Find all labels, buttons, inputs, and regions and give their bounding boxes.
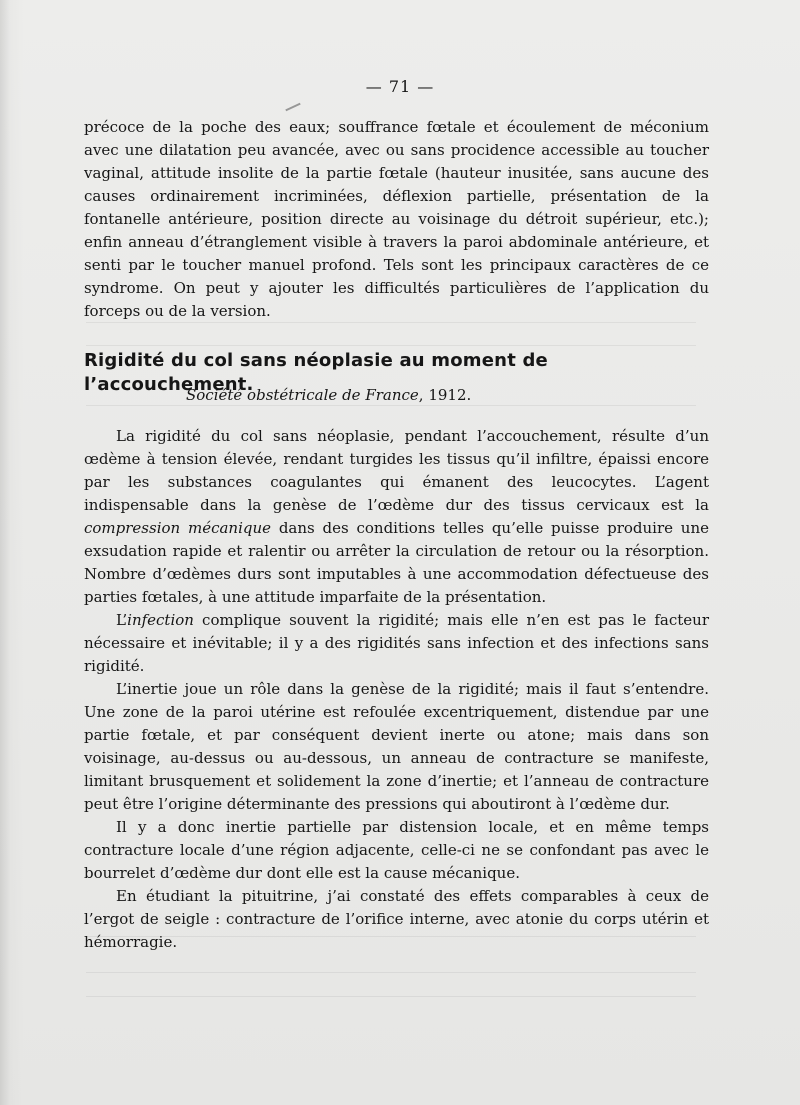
body-paragraph-4: Il y a donc inertie partielle par distension locale, et en même temps contracture locale d’une région adjacente, celle-ci ne se confondant pas avec le bourrelet d’œdème dur dont elle est la cause mécanique.	[84, 818, 709, 882]
infection-term: infection	[127, 611, 194, 629]
section-body	[84, 425, 710, 951]
show-through-line	[86, 345, 696, 346]
show-through-line	[86, 405, 696, 406]
section-heading: Rigidité du col sans néoplasie au moment de l’accouchement.	[84, 350, 548, 395]
intro-paragraph: précoce de la poche des eaux; souffrance fœtale et écoulement de méconium avec une dilatation peu avancée, avec ou sans procidence accessible au toucher vaginal, attitude insolite de la partie fœtale (hauteur inusitée, sans aucune des causes ordinairement incriminées, déflexion partielle, présentation de la fontanelle antérieure, position directe au voisinage du détroit supérieur, etc.); enfin anneau d’étranglement visible à travers la paroi abdominale antérieure, et senti par le toucher manuel profond. Tels sont les principaux caractères de ce syndrome. On peut y ajouter les difficultés particulières de l’application du forceps ou de la version.	[84, 118, 709, 320]
source-year: , 1912.	[418, 386, 472, 404]
body-paragraph-2-prefix: L’	[116, 611, 128, 629]
intro-paragraph-block	[84, 116, 709, 320]
body-paragraph-1-rest: dans des conditions telles qu’elle puisse produire une exsudation rapide et ralentir ou arrêter la circulation de retour ou la résorption. Nombre d’œdèmes durs sont imputables à une accommodation défectueuse des parties fœtales, à une attitude imparfaite de la présentation.	[84, 519, 710, 606]
body-paragraph-2-rest: complique souvent la rigidité; mais elle n’en est pas le facteur nécessaire et inévitable; il y a des rigidités sans infection et des infections sans rigidité.	[84, 611, 709, 675]
show-through-line	[86, 972, 696, 973]
scan-mark	[285, 103, 300, 112]
body-paragraph-5: En étudiant la pituitrine, j’ai constaté des effets comparables à ceux de l’ergot de seigle : contracture de l’orifice interne, avec atonie du corps utérin et hémorragie.	[84, 887, 709, 951]
body-paragraph-2	[84, 609, 709, 678]
body-paragraph-1	[84, 425, 709, 609]
source-journal: Société obstétricale de France	[186, 386, 419, 404]
body-paragraph-1-text: La rigidité du col sans néoplasie, pendant l’accouchement, résulte d’un œdème à tension élevée, rendant turgides les tissus qu’il infiltre, épaissi encore par les substances coagulantes qui émanent des leucocytes. L’agent indispensable dans la genèse de l’œdème dur des tissus cervicaux est la	[84, 427, 709, 514]
page-number: — 71 —	[365, 77, 435, 96]
compression-term: compression mécanique	[84, 519, 272, 537]
body-paragraph-3: L’inertie joue un rôle dans la genèse de la rigidité; mais il faut s’entendre. Une zone de la paroi utérine est refoulée excentriquement, distendue par une partie fœtale, et par conséquent devient inerte ou atone; mais dans son voisinage, au-dessus ou au-dessous, un anneau de contracture se manifeste, limitant brusquement et solidement la zone d’inertie; et l’anneau de contracture peut être l’origine déterminante des pressions qui aboutiront à l’œdème dur.	[84, 680, 709, 813]
source-citation	[186, 385, 616, 405]
show-through-line	[86, 996, 696, 997]
